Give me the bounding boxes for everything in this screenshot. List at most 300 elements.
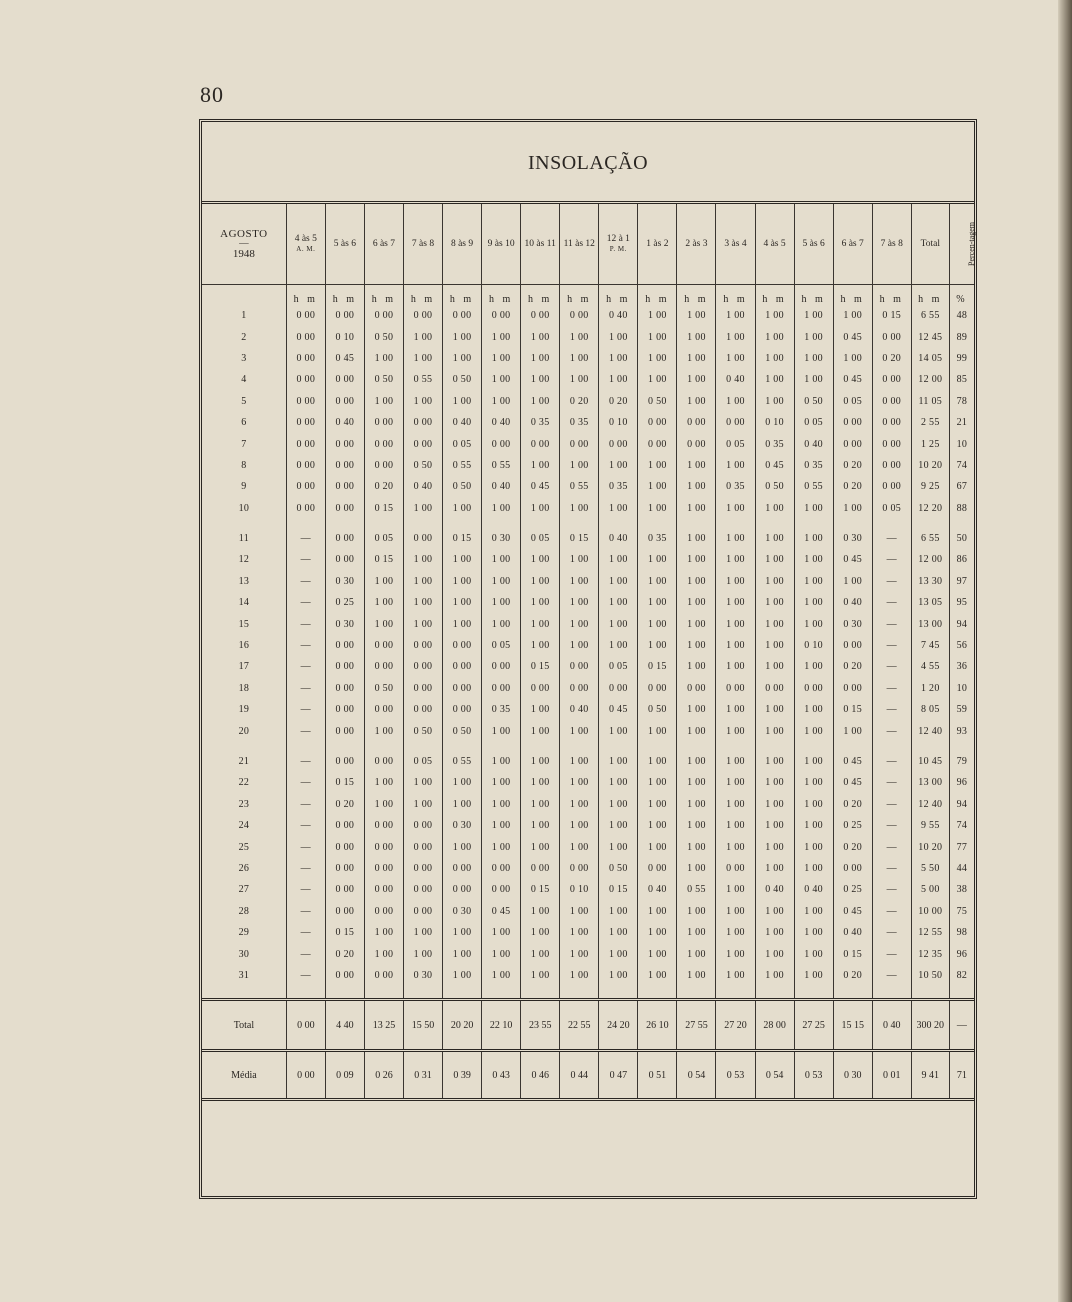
hour-value-cell: 0 00 (443, 635, 482, 656)
total-value-cell: 0 40 (872, 1000, 911, 1051)
hour-value-cell: 0 40 (599, 305, 638, 326)
hour-value-cell: 1 00 (482, 498, 521, 519)
hour-value-cell: — (286, 519, 325, 549)
hour-value-cell: — (286, 772, 325, 793)
hour-value-cell: — (872, 571, 911, 592)
hour-column-period: P. M. (609, 245, 627, 253)
hour-value-cell: 1 00 (677, 571, 716, 592)
hour-value-cell: 0 00 (716, 678, 755, 699)
hour-value-cell: 1 00 (482, 772, 521, 793)
hour-value-cell: 0 55 (443, 742, 482, 772)
hour-value-cell: 1 00 (560, 498, 599, 519)
hour-value-cell: 0 00 (364, 742, 403, 772)
hour-value-cell: 0 05 (599, 656, 638, 677)
day-total-cell: 12 45 (911, 326, 949, 347)
unit-label: h m (638, 285, 677, 306)
hour-value-cell: 0 00 (403, 858, 442, 879)
hour-value-cell: 1 00 (677, 519, 716, 549)
hour-value-cell: 0 50 (638, 391, 677, 412)
hour-value-cell: 0 00 (833, 433, 872, 454)
hour-value-cell: 1 00 (638, 549, 677, 570)
hour-value-cell: 0 10 (794, 635, 833, 656)
table-row (202, 699, 974, 720)
media-value-cell: 0 00 (286, 1051, 325, 1100)
day-number: 24 (238, 820, 250, 832)
day-number: 26 (238, 862, 250, 874)
hour-value-cell: 0 15 (599, 879, 638, 900)
unit-label: h m (403, 285, 442, 306)
table-row (202, 794, 974, 815)
media-value-cell: 0 43 (482, 1051, 521, 1100)
hour-value-cell: 1 00 (599, 772, 638, 793)
hour-column-header (638, 204, 677, 285)
total-value-cell: 27 20 (716, 1000, 755, 1051)
hour-value-cell: 0 40 (833, 922, 872, 943)
hour-value-cell: 0 50 (403, 455, 442, 476)
day-number: 4 (241, 374, 247, 386)
hour-value-cell: 0 40 (403, 476, 442, 497)
hour-value-cell: 1 00 (521, 965, 560, 1000)
hour-value-cell: — (872, 720, 911, 741)
hour-value-cell: 1 00 (677, 455, 716, 476)
hour-column-label: 10 às 11 (524, 239, 556, 249)
hour-value-cell: 1 00 (560, 635, 599, 656)
day-percent-cell: 88 (949, 498, 974, 519)
hour-value-cell: 0 50 (364, 326, 403, 347)
year-label: 1948 (232, 248, 255, 260)
hour-value-cell: 1 00 (794, 592, 833, 613)
hour-value-cell: — (286, 571, 325, 592)
hour-value-cell: 1 00 (677, 326, 716, 347)
hour-value-cell: 0 00 (364, 305, 403, 326)
day-percent-cell: 94 (949, 613, 974, 634)
hour-value-cell: — (286, 549, 325, 570)
hour-value-cell: 0 15 (364, 498, 403, 519)
hour-value-cell: 0 30 (833, 613, 872, 634)
table-row (202, 369, 974, 390)
hour-value-cell: 0 00 (325, 901, 364, 922)
hour-value-cell: 0 40 (599, 519, 638, 549)
table-row (202, 326, 974, 347)
hour-value-cell: — (872, 794, 911, 815)
hour-value-cell: 0 05 (833, 391, 872, 412)
day-total-cell: 10 50 (911, 965, 949, 1000)
hour-value-cell: 1 00 (599, 348, 638, 369)
hour-value-cell: 1 00 (364, 613, 403, 634)
hour-value-cell: 0 15 (833, 943, 872, 964)
table-title: INSOLAÇÃO (527, 152, 649, 174)
hour-value-cell: 0 00 (325, 965, 364, 1000)
hour-value-cell: 0 00 (677, 678, 716, 699)
hour-value-cell: 0 00 (325, 433, 364, 454)
hour-value-cell: 1 00 (521, 348, 560, 369)
day-percent-cell: 82 (949, 965, 974, 1000)
hour-value-cell: 1 00 (482, 348, 521, 369)
day-total-cell: 6 55 (911, 305, 949, 326)
hour-value-cell: 0 10 (325, 326, 364, 347)
hour-value-cell: 0 00 (560, 678, 599, 699)
hour-value-cell: 0 00 (364, 699, 403, 720)
hour-value-cell: 1 00 (716, 794, 755, 815)
hour-value-cell: — (286, 635, 325, 656)
table-row (202, 519, 974, 549)
hour-value-cell: 0 15 (872, 305, 911, 326)
hour-value-cell: 0 30 (443, 901, 482, 922)
hour-value-cell: 0 15 (364, 549, 403, 570)
hour-value-cell: 1 00 (755, 305, 794, 326)
summary-body (202, 1000, 974, 1100)
table-row (202, 901, 974, 922)
hour-value-cell: 0 00 (325, 742, 364, 772)
hour-value-cell: 1 00 (560, 901, 599, 922)
table-row (202, 571, 974, 592)
hour-value-cell: 1 00 (521, 571, 560, 592)
hour-value-cell: 1 00 (443, 549, 482, 570)
hour-value-cell: 0 00 (286, 476, 325, 497)
unit-label: h m (911, 285, 949, 306)
hour-value-cell: 0 00 (833, 635, 872, 656)
total-value-cell: 20 20 (443, 1000, 482, 1051)
hour-value-cell: — (286, 720, 325, 741)
hour-value-cell: 1 00 (599, 901, 638, 922)
hour-value-cell: 1 00 (482, 922, 521, 943)
hour-value-cell: 0 50 (443, 720, 482, 741)
day-total-cell: 12 40 (911, 720, 949, 741)
hour-value-cell: — (872, 858, 911, 879)
hour-value-cell: 0 50 (599, 858, 638, 879)
day-total-cell: 11 05 (911, 391, 949, 412)
hour-value-cell: 0 00 (325, 305, 364, 326)
hour-value-cell: 0 00 (325, 519, 364, 549)
hour-value-cell: 0 15 (638, 656, 677, 677)
hour-value-cell: 0 45 (599, 699, 638, 720)
hour-value-cell: 1 00 (599, 720, 638, 741)
day-percent-cell: 94 (949, 794, 974, 815)
hour-value-cell: — (872, 742, 911, 772)
page-number: 80 (200, 82, 224, 107)
hour-value-cell: — (872, 965, 911, 1000)
hour-value-cell: 0 40 (325, 412, 364, 433)
hour-value-cell: 1 00 (521, 901, 560, 922)
hour-value-cell: 1 00 (794, 794, 833, 815)
unit-label: h m (482, 285, 521, 306)
hour-value-cell: 0 50 (364, 678, 403, 699)
page-edge-shadow (1058, 0, 1072, 1302)
hour-value-cell: 0 00 (521, 678, 560, 699)
hour-value-cell: 0 00 (325, 678, 364, 699)
hour-value-cell: 1 00 (443, 348, 482, 369)
hour-value-cell: 1 00 (599, 965, 638, 1000)
hour-value-cell: 1 00 (833, 348, 872, 369)
hour-value-cell: 1 00 (794, 519, 833, 549)
hour-value-cell: 1 00 (403, 943, 442, 964)
units-blank (202, 285, 286, 306)
hour-value-cell: 0 00 (403, 305, 442, 326)
hour-value-cell: 1 00 (755, 571, 794, 592)
table-row (202, 965, 974, 1000)
table-row (202, 498, 974, 519)
hour-column-label: 9 às 10 (487, 239, 515, 249)
hour-value-cell: 1 00 (716, 391, 755, 412)
hour-value-cell: 1 00 (560, 613, 599, 634)
hour-value-cell: 0 05 (521, 519, 560, 549)
hour-value-cell: 1 00 (521, 772, 560, 793)
total-value-cell: 0 00 (286, 1000, 325, 1051)
table-row (202, 613, 974, 634)
hour-value-cell: 1 00 (599, 549, 638, 570)
table-row (202, 455, 974, 476)
hour-value-cell: 1 00 (677, 656, 716, 677)
hour-value-cell: 1 00 (560, 772, 599, 793)
day-total-cell: 10 20 (911, 836, 949, 857)
unit-label: h m (364, 285, 403, 306)
hour-value-cell: 1 00 (599, 613, 638, 634)
hour-value-cell: 1 00 (716, 772, 755, 793)
hour-value-cell: 1 00 (794, 348, 833, 369)
hour-value-cell: 0 00 (364, 412, 403, 433)
hour-value-cell: 1 00 (755, 498, 794, 519)
day-number: 17 (238, 661, 250, 673)
hour-value-cell: 1 00 (599, 571, 638, 592)
table-row (202, 815, 974, 836)
hour-value-cell: 1 00 (677, 922, 716, 943)
hour-column-label: 6 às 7 (372, 239, 396, 249)
hour-value-cell: 0 00 (286, 326, 325, 347)
hour-value-cell: 1 00 (364, 922, 403, 943)
hour-value-cell: 0 05 (794, 412, 833, 433)
hour-value-cell: 0 50 (443, 476, 482, 497)
unit-label: h m (833, 285, 872, 306)
hour-value-cell: 0 00 (443, 678, 482, 699)
day-number: 20 (238, 725, 250, 737)
hour-value-cell: 0 10 (560, 879, 599, 900)
hour-value-cell: 1 00 (560, 348, 599, 369)
hour-value-cell: 0 30 (833, 519, 872, 549)
percent-column-header (949, 204, 974, 285)
hour-value-cell: 1 00 (560, 794, 599, 815)
day-percent-cell: 78 (949, 391, 974, 412)
hour-value-cell: 1 00 (677, 858, 716, 879)
hour-value-cell: 1 00 (677, 348, 716, 369)
hour-value-cell: 1 00 (755, 742, 794, 772)
unit-label: h m (755, 285, 794, 306)
media-value-cell: 0 54 (677, 1051, 716, 1100)
hour-value-cell: 1 00 (755, 348, 794, 369)
day-number: 29 (238, 927, 250, 939)
hour-value-cell: 0 00 (677, 433, 716, 454)
day-number: 13 (238, 575, 250, 587)
hour-column-label: 5 às 6 (802, 239, 825, 249)
hour-value-cell: 1 00 (716, 699, 755, 720)
hour-column-header (872, 204, 911, 285)
hour-value-cell: 0 00 (638, 858, 677, 879)
media-value-cell: 0 30 (833, 1051, 872, 1100)
table-row (202, 720, 974, 741)
hour-value-cell: — (286, 901, 325, 922)
unit-label: h m (443, 285, 482, 306)
hour-value-cell: 1 00 (482, 815, 521, 836)
day-percent-cell: 50 (949, 519, 974, 549)
hour-column-label: 3 às 4 (724, 239, 747, 249)
hour-value-cell: 1 00 (716, 592, 755, 613)
day-number: 15 (238, 618, 250, 630)
hour-value-cell: 0 50 (364, 369, 403, 390)
hour-column-header (560, 204, 599, 285)
hour-value-cell: 0 30 (482, 519, 521, 549)
hour-value-cell: 0 00 (403, 879, 442, 900)
hour-value-cell: 0 00 (443, 699, 482, 720)
hour-column-label: 2 às 3 (685, 239, 708, 249)
hour-value-cell: 1 00 (560, 369, 599, 390)
total-value-cell: 13 25 (364, 1000, 403, 1051)
hour-value-cell: — (872, 656, 911, 677)
hour-value-cell: 0 00 (560, 305, 599, 326)
hour-value-cell: 0 35 (521, 412, 560, 433)
total-value-cell: 15 15 (833, 1000, 872, 1051)
hour-value-cell: 1 00 (521, 720, 560, 741)
hour-value-cell: — (872, 943, 911, 964)
hour-value-cell: 1 00 (638, 455, 677, 476)
hour-value-cell: 1 00 (794, 836, 833, 857)
hour-value-cell: 0 45 (521, 476, 560, 497)
hour-value-cell: 1 00 (716, 348, 755, 369)
hour-value-cell: 1 00 (794, 571, 833, 592)
hour-value-cell: 0 55 (677, 879, 716, 900)
hour-value-cell: 1 00 (443, 613, 482, 634)
hour-value-cell: 0 45 (833, 369, 872, 390)
hour-value-cell: 0 35 (755, 433, 794, 454)
hour-value-cell: 1 00 (638, 348, 677, 369)
hour-value-cell: 1 00 (443, 592, 482, 613)
hour-value-cell: 1 00 (755, 326, 794, 347)
hour-value-cell: — (872, 922, 911, 943)
hour-value-cell: 1 00 (794, 720, 833, 741)
hour-value-cell: 0 00 (403, 815, 442, 836)
hour-value-cell: 1 00 (560, 326, 599, 347)
hour-value-cell: 1 00 (755, 720, 794, 741)
hour-value-cell: 1 00 (443, 794, 482, 815)
hour-value-cell: 0 00 (286, 369, 325, 390)
table-row (202, 922, 974, 943)
hour-value-cell: 1 00 (716, 498, 755, 519)
hour-value-cell: 0 35 (482, 699, 521, 720)
hour-value-cell: 1 00 (794, 965, 833, 1000)
day-total-cell: 2 55 (911, 412, 949, 433)
hour-value-cell: 1 00 (794, 369, 833, 390)
hour-value-cell: — (872, 879, 911, 900)
hour-value-cell: 0 20 (833, 656, 872, 677)
hour-value-cell: 1 00 (716, 922, 755, 943)
day-percent-cell: 97 (949, 571, 974, 592)
hour-value-cell: 0 00 (521, 858, 560, 879)
hour-value-cell: 1 00 (638, 305, 677, 326)
hour-value-cell: 0 00 (403, 519, 442, 549)
media-total-cell: 9 41 (911, 1051, 949, 1100)
hour-value-cell: 0 00 (286, 305, 325, 326)
hour-value-cell: 0 00 (364, 901, 403, 922)
hour-value-cell: 1 00 (482, 720, 521, 741)
hour-value-cell: 0 00 (325, 656, 364, 677)
day-number: 6 (241, 417, 247, 429)
hour-value-cell: 0 35 (638, 519, 677, 549)
media-value-cell: 0 09 (325, 1051, 364, 1100)
hour-column-header (443, 204, 482, 285)
hour-value-cell: 0 55 (794, 476, 833, 497)
hour-value-cell: 0 00 (325, 476, 364, 497)
hour-value-cell: 1 00 (521, 635, 560, 656)
hour-value-cell: 0 25 (325, 592, 364, 613)
hour-value-cell: 1 00 (638, 635, 677, 656)
hour-value-cell: 1 00 (716, 879, 755, 900)
unit-label: h m (794, 285, 833, 306)
hour-value-cell: 1 00 (677, 742, 716, 772)
hour-value-cell: 1 00 (482, 943, 521, 964)
hour-value-cell: 0 00 (325, 699, 364, 720)
day-percent-cell: 10 (949, 433, 974, 454)
hour-value-cell: 1 00 (794, 922, 833, 943)
media-value-cell: 0 31 (403, 1051, 442, 1100)
day-number: 22 (238, 777, 250, 789)
hour-value-cell: 0 00 (364, 815, 403, 836)
hour-value-cell: 0 00 (403, 433, 442, 454)
total-value-cell: 28 00 (755, 1000, 794, 1051)
hour-value-cell: 1 00 (599, 635, 638, 656)
hour-value-cell: — (872, 901, 911, 922)
hour-value-cell: 0 45 (325, 348, 364, 369)
hour-value-cell: 1 00 (638, 613, 677, 634)
table-row (202, 742, 974, 772)
table-row (202, 635, 974, 656)
hour-value-cell: 0 55 (403, 369, 442, 390)
hour-value-cell: 1 00 (364, 348, 403, 369)
hour-value-cell: 1 00 (833, 305, 872, 326)
hour-value-cell: 1 00 (599, 794, 638, 815)
table-row (202, 656, 974, 677)
day-number: 19 (238, 704, 250, 716)
hour-value-cell: 0 00 (403, 901, 442, 922)
hour-value-cell: 1 00 (677, 369, 716, 390)
hour-value-cell: 1 00 (677, 635, 716, 656)
hour-value-cell: 0 00 (364, 836, 403, 857)
hour-value-cell: 1 00 (638, 571, 677, 592)
hour-value-cell: 0 00 (638, 433, 677, 454)
day-number: 31 (238, 969, 250, 981)
hour-value-cell: 0 05 (364, 519, 403, 549)
hour-value-cell: 1 00 (521, 815, 560, 836)
hour-value-cell: — (872, 549, 911, 570)
hour-value-cell: 0 00 (364, 455, 403, 476)
hour-value-cell: 0 20 (364, 476, 403, 497)
hour-value-cell: 1 00 (443, 772, 482, 793)
hour-value-cell: 0 00 (794, 678, 833, 699)
hour-value-cell: — (872, 613, 911, 634)
hour-value-cell: 0 30 (325, 571, 364, 592)
hour-value-cell: 1 00 (755, 699, 794, 720)
table-row (202, 549, 974, 570)
table-row (202, 433, 974, 454)
hour-value-cell: 1 00 (521, 498, 560, 519)
hour-value-cell: 1 00 (364, 794, 403, 815)
day-total-cell: 12 20 (911, 498, 949, 519)
day-number: 23 (238, 798, 250, 810)
day-percent-cell: 98 (949, 922, 974, 943)
hour-value-cell: 0 20 (325, 943, 364, 964)
hour-value-cell: 1 00 (638, 965, 677, 1000)
day-percent-cell: 10 (949, 678, 974, 699)
hour-value-cell: 0 00 (560, 433, 599, 454)
media-value-cell: 0 51 (638, 1051, 677, 1100)
hour-value-cell: 0 25 (833, 879, 872, 900)
